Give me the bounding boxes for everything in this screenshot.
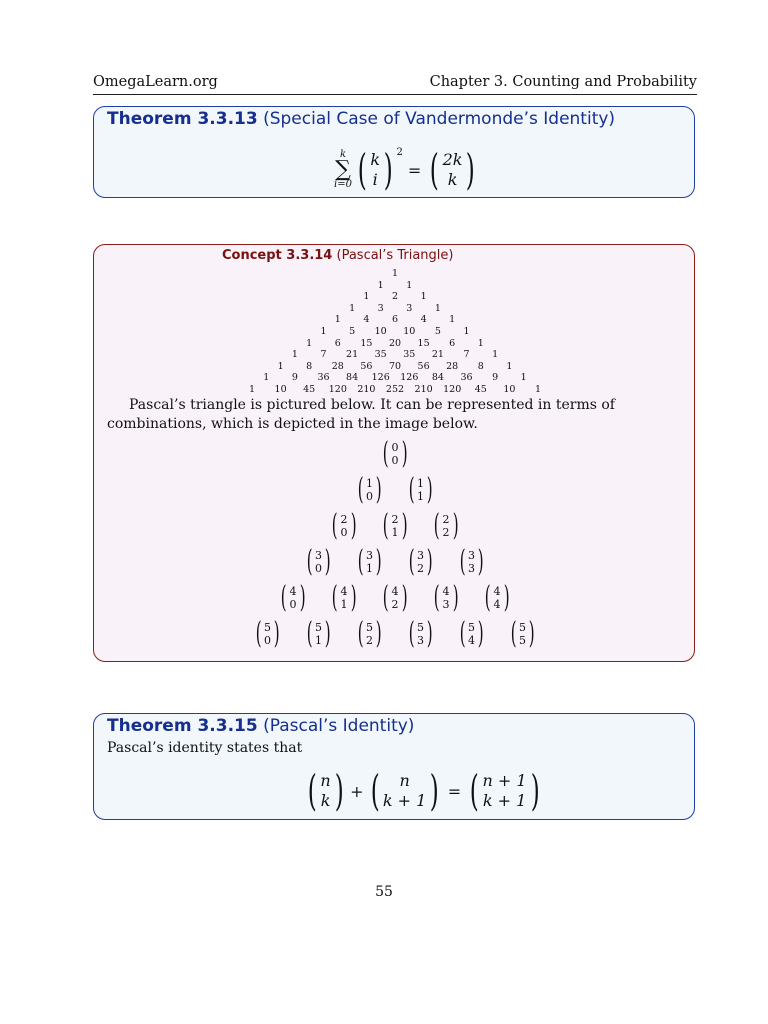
binom-bottom: 1: [391, 526, 399, 539]
pascal-entry: 56: [360, 360, 373, 372]
pascal-entry: 1: [277, 360, 284, 372]
binomial-k-i: ( k i ): [357, 145, 393, 194]
pascal-entry: 70: [388, 360, 402, 372]
pascal-entry: 1: [463, 326, 470, 337]
binom-bottom: 1: [315, 634, 322, 647]
theorem-title: [107, 109, 615, 129]
pascal-entry: 15: [360, 337, 373, 349]
pascal-row: [94, 291, 694, 303]
concept-paragraph: Pascal’s triangle is pictured below. It can be represented in terms of combinations, which is depicted in the image below.: [107, 397, 615, 432]
binomial-entry: ( 5 0 ): [255, 616, 280, 651]
pascal-row: [94, 372, 694, 384]
pascal-entry: 35: [403, 349, 416, 361]
pascal-entry: 10: [403, 326, 416, 337]
pascal-row: [94, 314, 694, 326]
binom-top: 2: [391, 513, 399, 526]
binom-bottom: 0: [340, 526, 348, 539]
pascal-entry: 1: [506, 360, 513, 372]
pascal-entry: 1: [263, 372, 270, 384]
pascal-row: [94, 268, 694, 280]
binom-bottom: 0: [315, 562, 322, 575]
binom-bottom: k: [320, 791, 331, 810]
binomial-entry: ( 4 1 ): [331, 580, 357, 615]
pascal-entry: 3: [406, 302, 413, 314]
pascal-entry: 1: [377, 279, 384, 291]
binomial-entry: ( 0 0 ): [382, 436, 408, 471]
sum-upper-limit: k: [339, 149, 346, 160]
binomial-2k-k: ( 2k k ): [429, 145, 476, 194]
binom-top: 5: [519, 621, 526, 634]
pascal-entry: 210: [357, 384, 376, 395]
pascal-entry: 15: [417, 337, 430, 349]
binom-top: 5: [264, 621, 271, 634]
pascal-entry: 21: [431, 349, 444, 361]
binomial-entry: ( 5 1 ): [306, 616, 331, 651]
binomial-entry: ( 1 1 ): [408, 472, 433, 507]
binomial-n-k: ( n k ): [307, 766, 344, 815]
pascal-entry: 84: [431, 372, 444, 384]
pascal-entry: 1: [492, 349, 499, 361]
pascal-entry: 1: [420, 291, 427, 303]
pascal-entry: 45: [303, 384, 316, 395]
binom-top: 5: [366, 621, 373, 634]
binom-top: 5: [468, 621, 475, 634]
pascal-entry: 10: [274, 384, 287, 395]
pascal-entry: 1: [248, 384, 256, 395]
pascal-identity-formula: [304, 766, 543, 816]
binomial-entry: ( 5 3 ): [408, 616, 433, 651]
binom-bottom: i: [372, 170, 378, 189]
pascal-row: [94, 280, 694, 292]
binomial-entry: ( 2 1 ): [382, 508, 408, 543]
theorem-statement: Pascal’s identity states that: [107, 740, 303, 756]
pascal-entry: 120: [443, 384, 462, 395]
pascal-entry: 1: [334, 314, 341, 326]
pascal-entry: 8: [306, 360, 313, 372]
binomial-entry: ( 5 2 ): [357, 616, 382, 651]
binomial-entry: ( 4 2 ): [382, 580, 408, 615]
equals-sign: =: [447, 781, 462, 801]
binom-bottom: 3: [468, 562, 475, 575]
pascal-entry: 36: [460, 372, 473, 384]
plus-sign: +: [350, 781, 364, 801]
binomial-entry: ( 5 4 ): [459, 616, 484, 651]
binomial-n-plus-1-k-plus-1: ( n + 1 k + 1 ): [469, 766, 540, 815]
pascal-entry: 1: [477, 337, 484, 349]
theorem-label: Theorem 3.3.15: [107, 716, 258, 736]
binom-bottom: 2: [442, 526, 450, 539]
pascal-row: [94, 361, 694, 373]
pascal-row: [94, 303, 694, 315]
pascal-triangle-binomials: [94, 436, 694, 651]
binomial-entry: ( 3 2 ): [408, 544, 433, 579]
binom-top: n: [399, 771, 410, 790]
pascal-entry: 7: [320, 349, 327, 361]
binom-bottom: 4: [493, 598, 501, 611]
pascal-entry: 4: [420, 314, 427, 326]
sigma-symbol: ∑: [335, 157, 351, 182]
running-header: [93, 74, 697, 95]
pascal-entry: 84: [346, 372, 359, 384]
theorem-label: Theorem 3.3.13: [107, 109, 258, 129]
binom-top: 4: [289, 585, 297, 598]
theorem-name: (Special Case of Vandermonde’s Identity): [263, 109, 616, 129]
concept-title: [222, 248, 453, 263]
binom-bottom: 0: [391, 454, 399, 467]
pascal-entry: 9: [291, 372, 298, 384]
binom-top: 4: [442, 585, 450, 598]
pascal-entry: 1: [320, 326, 327, 337]
pascal-entry: 1: [406, 279, 413, 291]
concept-label: Concept 3.3.14: [222, 248, 333, 263]
pascal-entry: 28: [446, 360, 459, 372]
binomial-n-k-plus-1: ( n k + 1 ): [370, 766, 440, 815]
binom-bottom: k + 1: [482, 791, 527, 810]
pascal-entry: 126: [400, 372, 419, 384]
binom-top: n + 1: [482, 771, 527, 790]
binom-bottom: 0: [366, 490, 373, 503]
sum-lower-limit: i=0: [334, 179, 352, 190]
pascal-entry: 1: [363, 291, 370, 303]
binom-bottom: 5: [519, 634, 526, 647]
binomial-entry: ( 3 3 ): [459, 544, 484, 579]
pascal-entry: 252: [385, 384, 405, 395]
pascal-triangle-numbers: [94, 268, 694, 413]
pascal-entry: 6: [449, 337, 456, 349]
pascal-entry: 2: [391, 291, 399, 303]
binom-top: k: [370, 150, 381, 169]
binom-bottom: 2: [417, 562, 424, 575]
pascal-entry: 10: [374, 326, 387, 337]
binom-bottom: 1: [366, 562, 373, 575]
binom-bottom: 1: [417, 490, 424, 503]
binom-top: 5: [417, 621, 424, 634]
pascal-entry: 1: [534, 384, 542, 395]
binomial-entry: ( 5 5 ): [510, 616, 535, 651]
pascal-entry: 28: [331, 360, 344, 372]
page-number: 55: [375, 884, 393, 900]
pascal-entry: 1: [306, 337, 313, 349]
pascal-entry: 1: [391, 268, 399, 279]
pascal-entry: 6: [334, 337, 341, 349]
pascal-entry: 1: [349, 302, 356, 314]
binom-top: 4: [340, 585, 348, 598]
binom-top: 4: [493, 585, 501, 598]
binom-top: n: [320, 771, 331, 790]
binom-top: 3: [366, 549, 373, 562]
binomial-entry: ( 2 2 ): [433, 508, 459, 543]
pascal-entry: 126: [371, 372, 390, 384]
binomial-entry: ( 1 0 ): [357, 472, 382, 507]
vandermonde-formula: [334, 145, 479, 195]
pascal-row: [94, 349, 694, 361]
binom-bottom: 3: [417, 634, 424, 647]
theorem-name: (Pascal’s Identity): [263, 716, 415, 736]
binom-bottom: 1: [340, 598, 348, 611]
exponent: 2: [396, 147, 403, 158]
pascal-entry: 120: [328, 384, 347, 395]
pascal-entry: 20: [388, 337, 402, 349]
summation: [334, 150, 352, 190]
binomial-entry: ( 4 0 ): [280, 580, 306, 615]
binom-top: 1: [366, 477, 373, 490]
site-name: OmegaLearn.org: [93, 74, 218, 90]
theorem-box-vandermonde: [93, 106, 695, 198]
pascal-entry: 1: [291, 349, 298, 361]
binom-top: 1: [417, 477, 424, 490]
binom-bottom: 3: [442, 598, 450, 611]
binom-bottom: k + 1: [382, 791, 427, 810]
pascal-entry: 35: [374, 349, 387, 361]
binomial-entry: ( 2 0 ): [331, 508, 357, 543]
binom-top: 4: [391, 585, 399, 598]
pascal-row: [94, 338, 694, 350]
binom-bottom: 0: [264, 634, 271, 647]
pascal-entry: 9: [492, 372, 499, 384]
binom-bottom: 0: [289, 598, 297, 611]
pascal-entry: 4: [363, 314, 370, 326]
binomial-entry: ( 3 1 ): [357, 544, 382, 579]
equals-sign: =: [407, 160, 422, 180]
binom-top: 2: [442, 513, 450, 526]
concept-name: (Pascal’s Triangle): [336, 248, 454, 263]
pascal-entry: 210: [414, 384, 433, 395]
binomial-entry: ( 4 3 ): [433, 580, 459, 615]
pascal-entry: 7: [463, 349, 470, 361]
pascal-entry: 5: [349, 326, 356, 337]
binom-top: 3: [417, 549, 424, 562]
binom-bottom: k: [447, 170, 458, 189]
chapter-title: Chapter 3. Counting and Probability: [429, 74, 697, 90]
binom-top: 3: [468, 549, 475, 562]
binom-top: 3: [315, 549, 322, 562]
pascal-row: [94, 326, 694, 338]
binom-top: 5: [315, 621, 322, 634]
concept-box-pascal: [93, 244, 695, 662]
binom-top: 2k: [442, 150, 463, 169]
pascal-entry: 1: [449, 314, 456, 326]
theorem-box-pascal-identity: [93, 713, 695, 820]
pascal-entry: 21: [346, 349, 359, 361]
binomial-entry: ( 3 0 ): [306, 544, 331, 579]
pascal-entry: 5: [434, 326, 441, 337]
binom-bottom: 2: [366, 634, 373, 647]
pascal-row: [94, 384, 694, 396]
pascal-entry: 8: [477, 360, 484, 372]
pascal-entry: 36: [317, 372, 330, 384]
binom-top: 2: [340, 513, 348, 526]
binomial-entry: ( 4 4 ): [484, 580, 510, 615]
pascal-entry: 56: [417, 360, 430, 372]
binom-bottom: 2: [391, 598, 399, 611]
pascal-entry: 45: [474, 384, 487, 395]
pascal-entry: 3: [377, 302, 384, 314]
binom-top: 0: [391, 441, 399, 454]
pascal-entry: 1: [434, 302, 441, 314]
pascal-entry: 10: [503, 384, 516, 395]
theorem-title: [107, 716, 414, 736]
pascal-entry: 6: [391, 314, 399, 326]
binom-bottom: 4: [468, 634, 475, 647]
pascal-entry: 1: [520, 372, 527, 384]
